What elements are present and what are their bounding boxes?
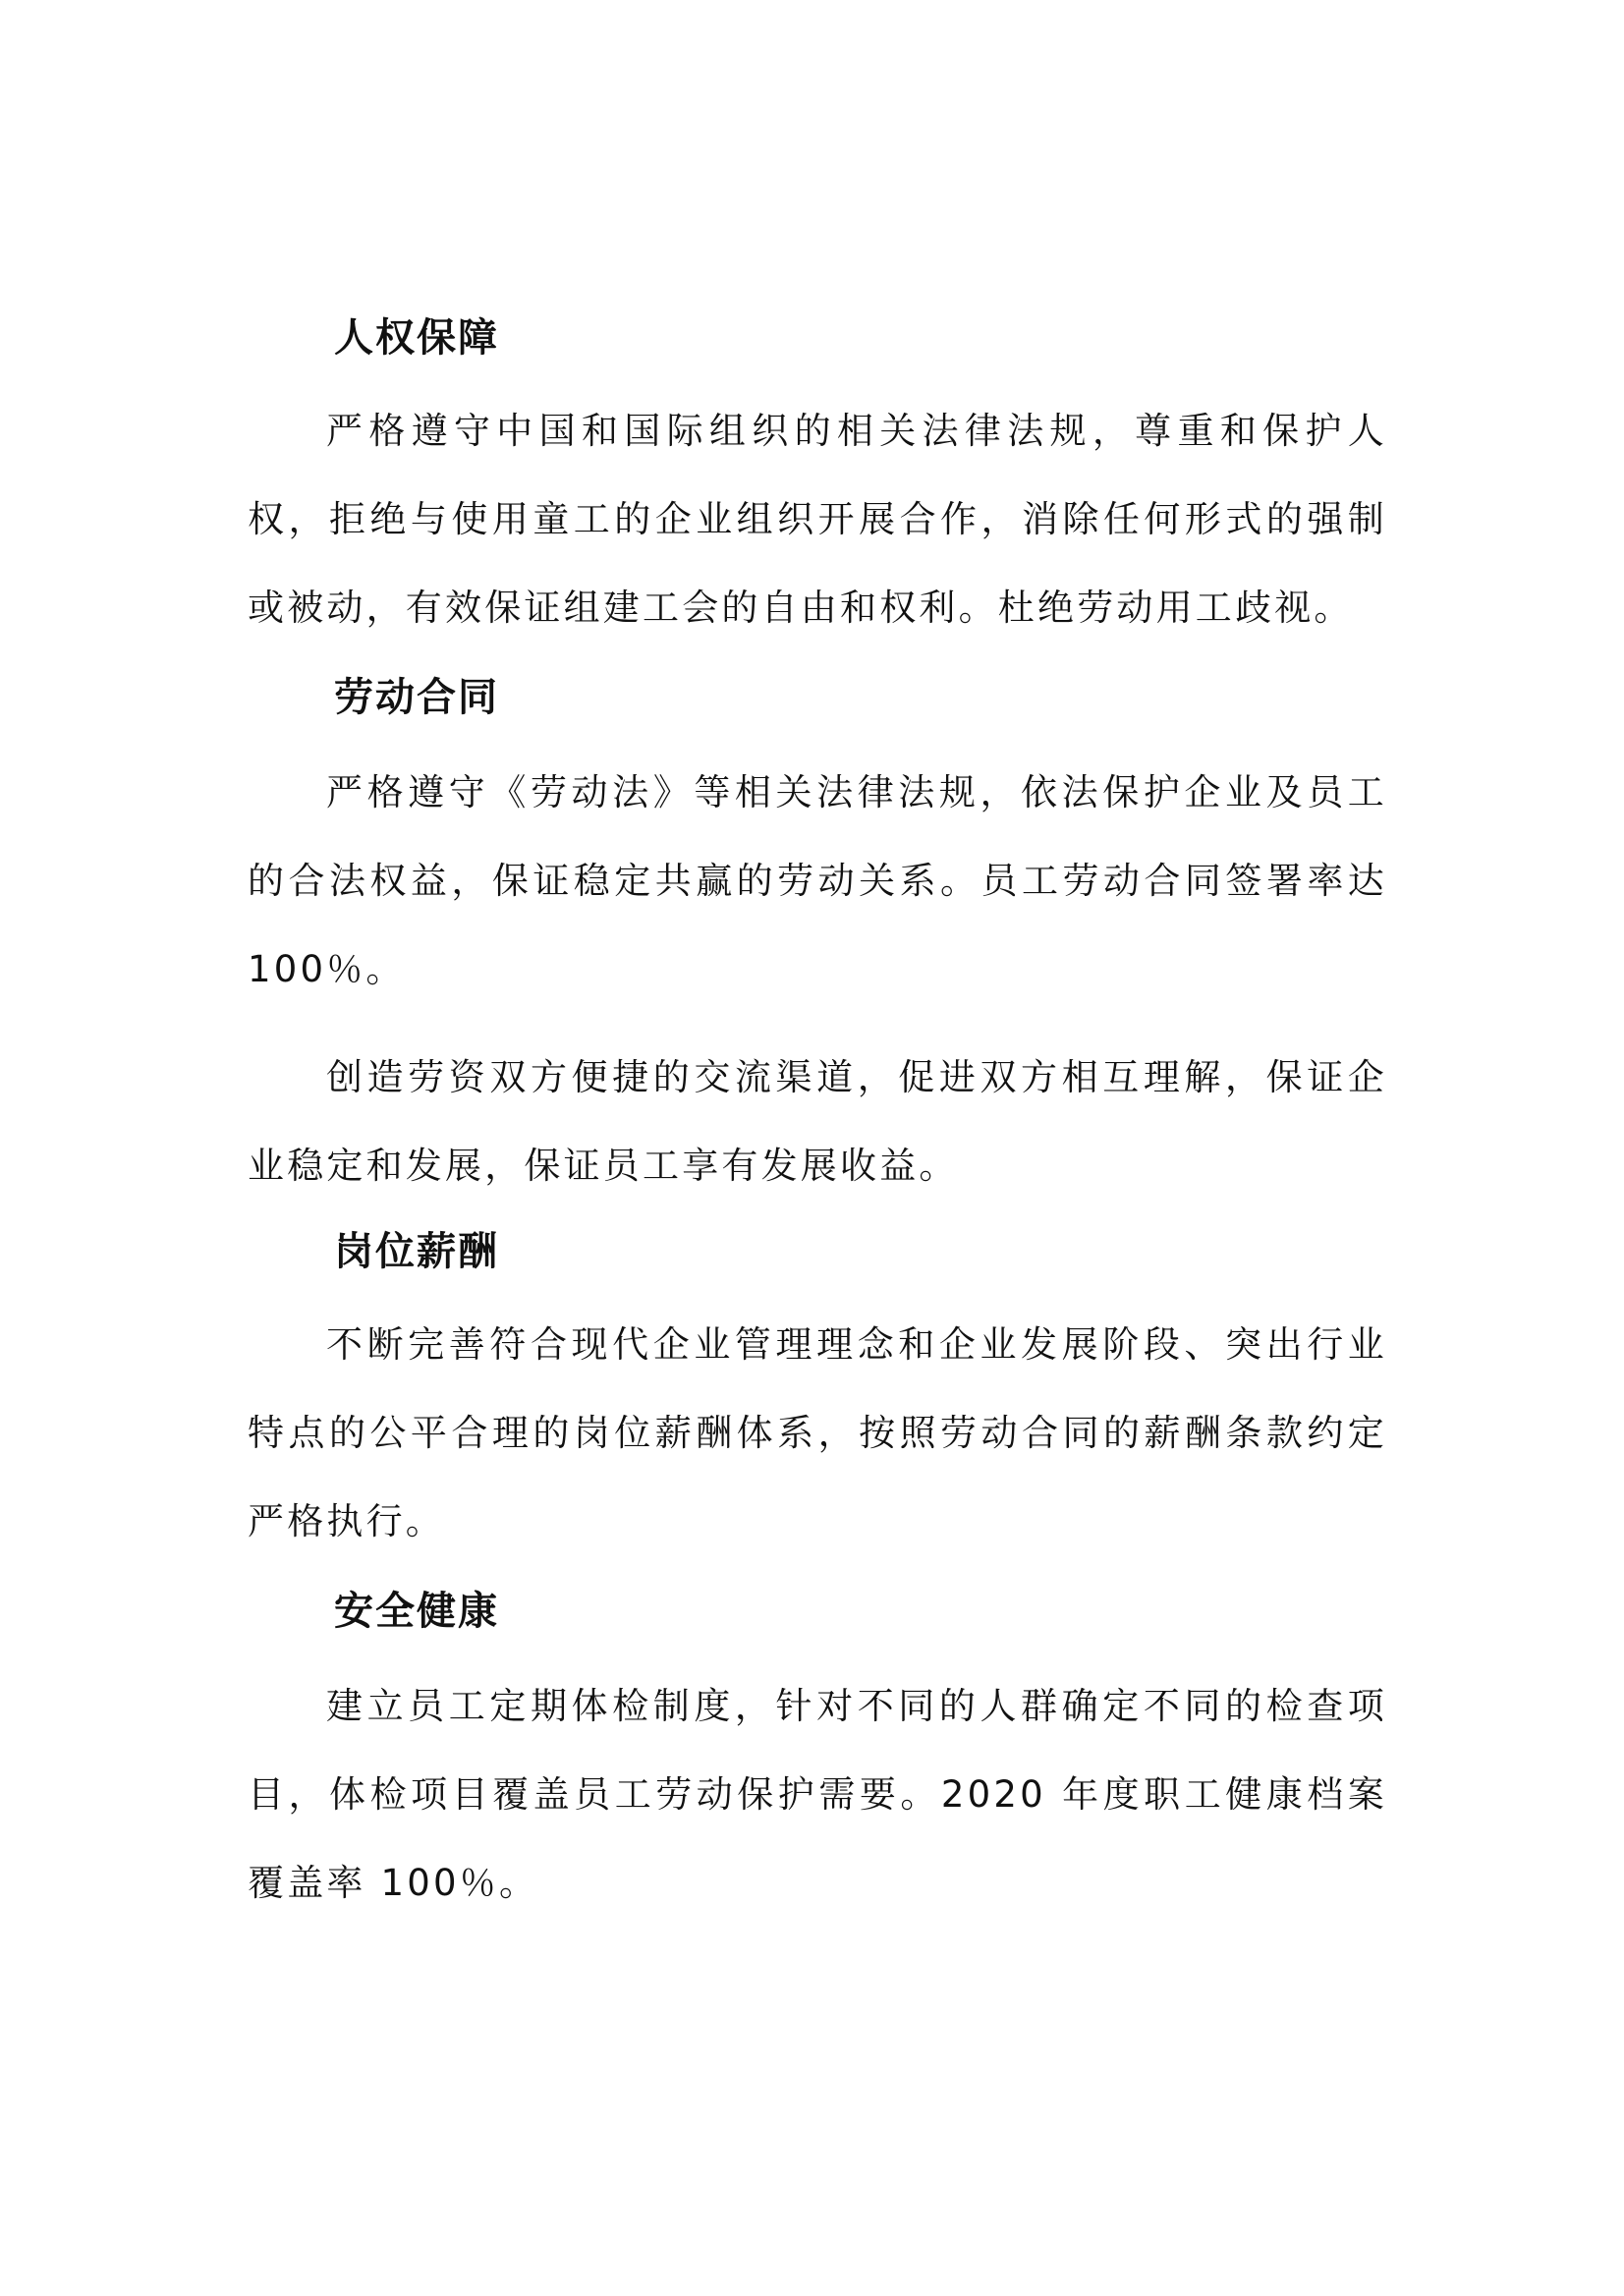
section-paragraph: 严格遵守《劳动法》等相关法律法规，依法保护企业及员工的合法权益，保证稳定共赢的劳动关系。员工劳动合同签署率达100％。 [248,771,1387,990]
section-heading: 劳动合同 [334,675,499,720]
document-body [248,295,1387,1928]
section-paragraph: 建立员工定期体检制度，针对不同的人群确定不同的检查项目，体检项目覆盖员工劳动保护需要。2020 年度职工健康档案覆盖率 100％。 [248,1685,1387,1904]
section-labor-contract [248,670,1387,1210]
section-heading: 人权保障 [334,315,499,361]
section-paragraph: 创造劳资双方便捷的交流渠道，促进双方相互理解，保证企业稳定和发展，保证员工享有发展收益。 [248,1056,1387,1187]
section-safety-health [248,1584,1387,1928]
section-heading: 安全健康 [334,1589,499,1634]
section-paragraph: 不断完善符合现代企业管理理念和企业发展阶段、突出行业特点的公平合理的岗位薪酬体系，按照劳动合同的薪酬条款约定严格执行。 [248,1323,1387,1542]
section-human-rights [248,310,1387,652]
section-heading: 岗位薪酬 [334,1229,499,1274]
section-compensation [248,1224,1387,1566]
section-paragraph: 严格遵守中国和国际组织的相关法律法规，尊重和保护人权，拒绝与使用童工的企业组织开展合作，消除任何形式的强制或被动，有效保证组建工会的自由和权利。杜绝劳动用工歧视。 [248,410,1387,629]
